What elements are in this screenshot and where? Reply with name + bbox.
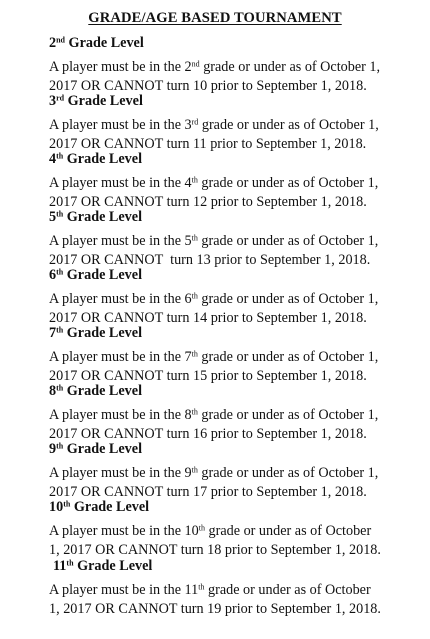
section-body (49, 58, 389, 95)
section-heading (49, 441, 142, 458)
section-body (49, 290, 389, 327)
line-text: A player must be in the 4 (49, 175, 192, 191)
body-line-2: 2017 OR CANNOT turn 14 prior to September 1, 2018. (49, 309, 367, 326)
section-body (49, 464, 389, 501)
section-heading (49, 93, 143, 110)
body-line-2: 1, 2017 OR CANNOT turn 19 prior to September 1, 2018. (49, 600, 381, 617)
line-text: A player must be in the 11 (49, 582, 199, 598)
line-text: A player must be in the 7 (49, 349, 192, 365)
heading-text: Grade Level (63, 209, 143, 225)
line-text: A player must be in the 10 (49, 523, 199, 539)
ordinal-suffix: th (198, 582, 205, 592)
section-body (49, 406, 389, 443)
body-line-2: 2017 OR CANNOT turn 15 prior to September 1, 2018. (49, 367, 367, 384)
line-text: A player must be in the 3 (49, 117, 192, 133)
grade-number: 11 (53, 558, 67, 574)
section-heading (49, 151, 142, 168)
body-line-1 (49, 174, 389, 193)
section-body (49, 522, 389, 559)
grade-number: 5 (49, 209, 57, 225)
section-body (49, 581, 389, 618)
ordinal-suffix: th (63, 499, 71, 509)
section-heading (49, 35, 144, 52)
ordinal-suffix: th (191, 407, 198, 417)
ordinal-suffix: th (191, 175, 198, 185)
line-text: A player must be in the 9 (49, 465, 192, 481)
section-heading (49, 383, 142, 400)
line-text: grade or under as of October 1, (197, 233, 379, 249)
section-heading (53, 558, 152, 575)
body-line-2: 2017 OR CANNOT turn 11 prior to September 1, 2018. (49, 135, 367, 152)
grade-number: 6 (49, 267, 57, 283)
body-line-2: 2017 OR CANNOT turn 16 prior to September 1, 2018. (49, 425, 367, 442)
body-line-1 (49, 522, 389, 541)
body-line-1 (49, 464, 389, 483)
ordinal-suffix: th (56, 383, 64, 393)
line-text: grade or under as of October 1, (198, 117, 379, 133)
line-text: grade or under as of October (204, 582, 371, 598)
heading-text: Grade Level (70, 499, 150, 515)
line-text: A player must be in the 2 (49, 59, 192, 75)
heading-text: Grade Level (63, 325, 143, 341)
heading-text: Grade Level (63, 383, 143, 399)
grade-number: 4 (49, 151, 57, 167)
section-body (49, 116, 389, 153)
line-text: A player must be in the 6 (49, 291, 192, 307)
line-text: grade or under as of October 1, (199, 59, 381, 75)
ordinal-suffix: th (191, 349, 198, 359)
ordinal-suffix: rd (56, 93, 65, 103)
section-body (49, 174, 389, 211)
body-line-1 (49, 581, 389, 600)
ordinal-suffix: th (56, 267, 64, 277)
line-text: grade or under as of October (204, 523, 372, 539)
body-line-1 (49, 232, 389, 251)
line-text: grade or under as of October 1, (197, 349, 379, 365)
body-line-1 (49, 406, 389, 425)
ordinal-suffix: th (191, 233, 198, 243)
line-text: grade or under as of October 1, (197, 291, 379, 307)
heading-text: Grade Level (73, 558, 153, 574)
ordinal-suffix: nd (191, 59, 200, 69)
ordinal-suffix: th (56, 441, 64, 451)
body-line-2: 1, 2017 OR CANNOT turn 18 prior to September 1, 2018. (49, 541, 381, 558)
body-line-2: 2017 OR CANNOT turn 13 prior to September 1, 2018. (49, 251, 371, 268)
grade-number: 7 (49, 325, 57, 341)
line-text: grade or under as of October 1, (197, 175, 379, 191)
body-line-2: 2017 OR CANNOT turn 10 prior to September 1, 2018. (49, 77, 367, 94)
heading-text: Grade Level (65, 35, 144, 51)
ordinal-suffix: th (56, 209, 64, 219)
body-line-1 (49, 116, 389, 135)
ordinal-suffix: nd (56, 35, 65, 45)
section-body (49, 232, 389, 269)
line-text: grade or under as of October 1, (197, 465, 379, 481)
body-line-2: 2017 OR CANNOT turn 17 prior to September 1, 2018. (49, 483, 367, 500)
grade-number: 9 (49, 441, 57, 457)
ordinal-suffix: th (56, 325, 64, 335)
body-line-1 (49, 290, 389, 309)
page-title: GRADE/AGE BASED TOURNAMENT (88, 10, 342, 26)
grade-number: 2 (49, 35, 57, 51)
ordinal-suffix: th (191, 465, 198, 475)
section-heading (49, 325, 142, 342)
heading-text: Grade Level (63, 267, 143, 283)
grade-number: 3 (49, 93, 57, 109)
ordinal-suffix: th (198, 523, 205, 533)
line-text: grade or under as of October 1, (197, 407, 379, 423)
ordinal-suffix: th (56, 151, 64, 161)
heading-text: Grade Level (63, 151, 143, 167)
section-body (49, 348, 389, 385)
line-text: A player must be in the 5 (49, 233, 192, 249)
grade-number: 10 (49, 499, 64, 515)
body-line-1 (49, 348, 389, 367)
heading-text: Grade Level (64, 93, 143, 109)
line-text: A player must be in the 8 (49, 407, 192, 423)
heading-text: Grade Level (63, 441, 143, 457)
body-line-1 (49, 58, 389, 77)
section-heading (49, 209, 142, 226)
ordinal-suffix: th (66, 558, 74, 568)
ordinal-suffix: rd (191, 117, 199, 127)
ordinal-suffix: th (191, 291, 198, 301)
grade-number: 8 (49, 383, 57, 399)
section-heading (49, 267, 142, 284)
section-heading (49, 499, 149, 516)
body-line-2: 2017 OR CANNOT turn 12 prior to September 1, 2018. (49, 193, 367, 210)
